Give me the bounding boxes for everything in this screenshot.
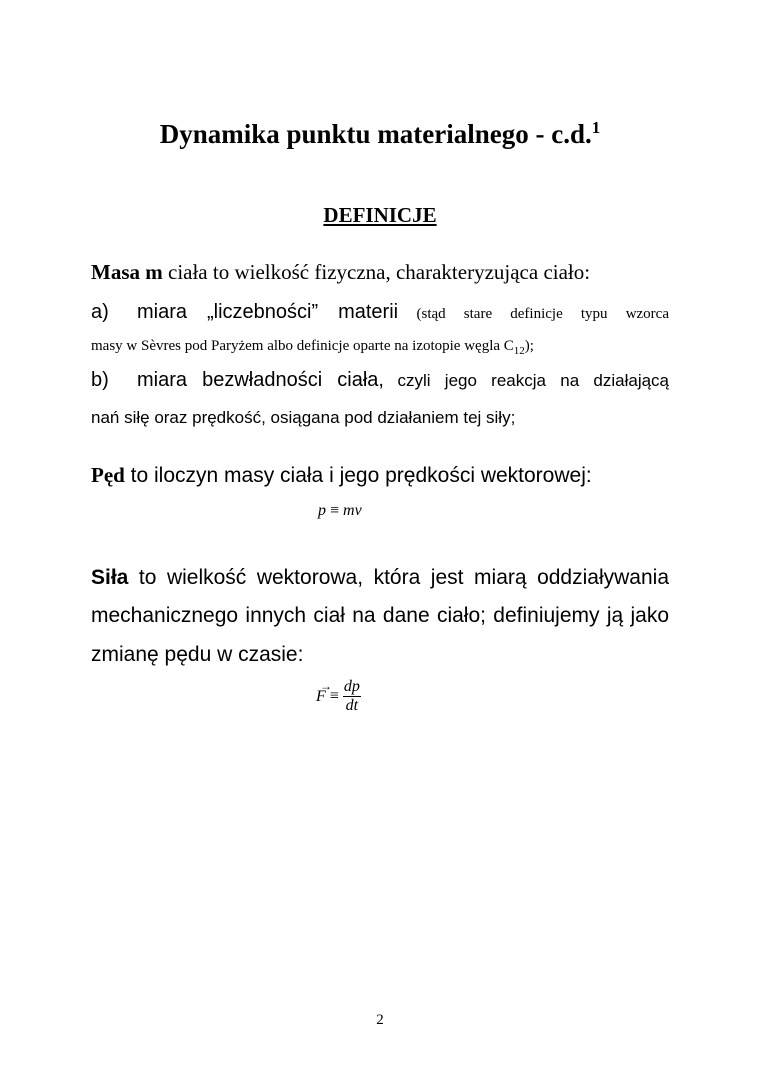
force-formula-lhs-wrap bbox=[316, 678, 332, 707]
force-definition-line2: mechanicznego innych ciał na dane ciało; definiujemy ją jako bbox=[91, 604, 669, 627]
momentum-formula-operator: ≡ bbox=[330, 502, 340, 519]
section-heading: DEFINICJE bbox=[323, 203, 437, 227]
mass-term: Masa m bbox=[91, 260, 163, 284]
mass-item-a-line1 bbox=[91, 298, 669, 328]
force-formula-denominator: dt bbox=[345, 697, 359, 714]
momentum-term: Pęd bbox=[91, 463, 125, 487]
force-formula-operator: ≡ bbox=[329, 687, 339, 705]
vector-arrow-icon: → bbox=[320, 678, 332, 693]
momentum-definition-text: to iloczyn masy ciała i jego prędkości wektorowej: bbox=[124, 464, 592, 487]
item-a-note-line1: (stąd stare definicje typu wzorca bbox=[416, 306, 669, 322]
force-term: Siła bbox=[91, 566, 129, 589]
item-a-label: a) bbox=[91, 301, 109, 323]
title-text: Dynamika punktu materialnego - c.d. bbox=[159, 119, 592, 149]
item-b-label: b) bbox=[91, 369, 109, 391]
item-a-note-end: ); bbox=[524, 338, 534, 354]
force-formula-lhs: F bbox=[316, 687, 326, 705]
item-a-label-and-main bbox=[91, 301, 398, 323]
momentum-formula bbox=[318, 500, 362, 522]
item-b-main: miara bezwładności ciała, bbox=[137, 369, 384, 391]
force-formula bbox=[316, 678, 361, 715]
force-definition-line3: zmianę pędu w czasie: bbox=[91, 643, 304, 666]
force-line1-rest: to wielkość wektorowa, która jest miarą oddziaływania bbox=[128, 566, 669, 589]
item-b-rest-line1: czyli jego reakcja na działającą bbox=[397, 371, 670, 390]
force-formula-numerator: dp bbox=[343, 678, 360, 695]
momentum-definition bbox=[91, 461, 669, 490]
force-definition-line1 bbox=[91, 563, 669, 592]
item-a-note-subscript: 12 bbox=[513, 345, 525, 357]
item-a-note-line2: masy w Sèvres pod Paryżem albo definicje oparte na izotopie węgla C bbox=[91, 338, 514, 354]
mass-definition-text: ciała to wielkość fizyczna, charakteryzująca ciało: bbox=[162, 260, 591, 284]
mass-item-b-line1 bbox=[91, 366, 669, 396]
mass-item-b-line2: nań siłę oraz prędkość, osiągana pod działaniem tej siły; bbox=[91, 408, 516, 427]
page-number: 2 bbox=[376, 1012, 384, 1028]
footnote-mark: 1 bbox=[591, 118, 601, 137]
mass-definition bbox=[91, 258, 669, 287]
mass-item-a-line2 bbox=[91, 334, 669, 363]
item-b-label-and-main bbox=[91, 369, 384, 391]
page-title bbox=[0, 116, 760, 152]
momentum-formula-lhs: p bbox=[318, 502, 326, 519]
item-a-main: miara „liczebności” materii bbox=[137, 301, 399, 323]
momentum-formula-rhs: mv bbox=[343, 502, 362, 519]
force-formula-fraction bbox=[343, 678, 361, 715]
